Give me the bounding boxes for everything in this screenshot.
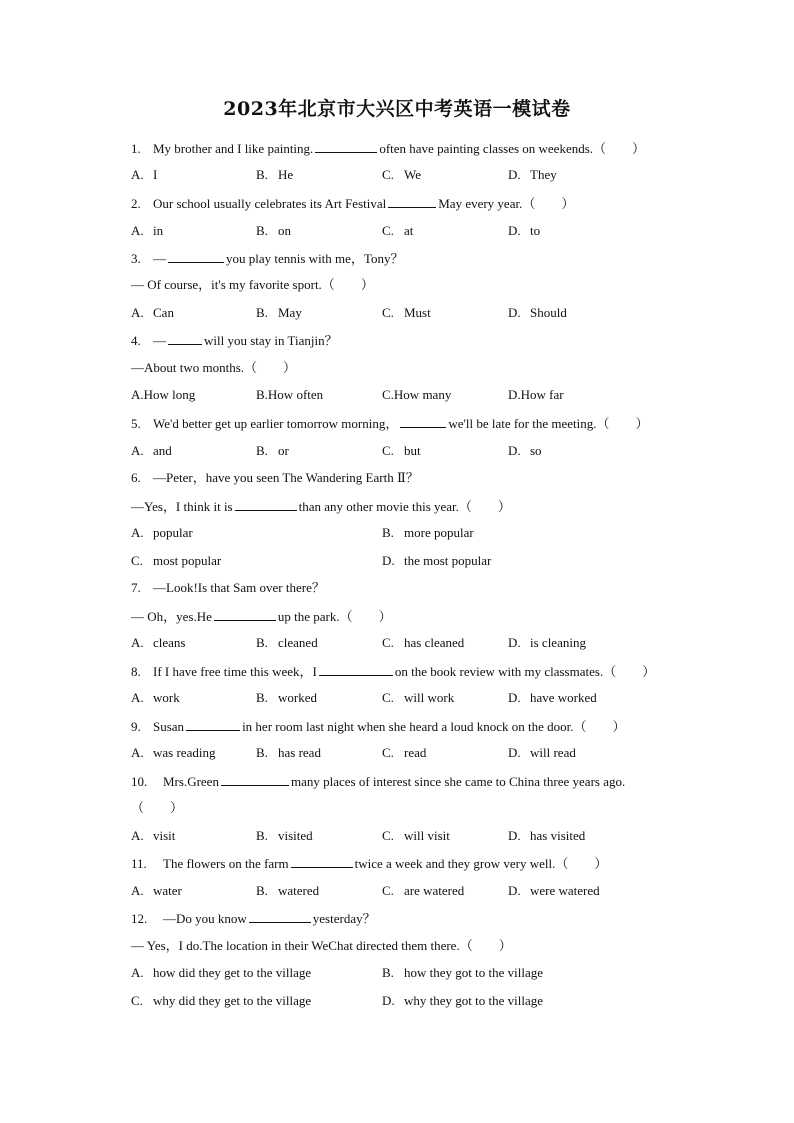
option-11-c: C. are watered bbox=[382, 883, 465, 898]
answer-blank bbox=[186, 718, 240, 731]
question-10-paren: （ ） bbox=[131, 800, 184, 815]
answer-blank bbox=[400, 415, 446, 428]
option-7-b: B. cleaned bbox=[256, 635, 318, 650]
answer-blank bbox=[249, 910, 311, 923]
question-7-response: — Oh，yes.He up the park.（ ） bbox=[131, 609, 392, 624]
option-9-b: B. has read bbox=[256, 745, 321, 760]
option-8-a: A. work bbox=[131, 690, 180, 705]
option-1-a: A. I bbox=[131, 167, 158, 182]
question-4: 4. — will you stay in Tianjin？ bbox=[131, 333, 338, 348]
question-8: 8. If I have free time this week，I on the book review with my classmates.（ ） bbox=[131, 664, 656, 679]
option-2-b: B. on bbox=[256, 223, 291, 238]
answer-blank bbox=[291, 855, 353, 868]
question-11: 11. The flowers on the farm twice a week and they grow very well.（ ） bbox=[131, 856, 608, 871]
option-8-b: B. worked bbox=[256, 690, 317, 705]
option-11-d: D. were watered bbox=[508, 883, 600, 898]
answer-blank bbox=[221, 773, 289, 786]
option-3-b: B. May bbox=[256, 305, 302, 320]
question-1: 1. My brother and I like painting. often have painting classes on weekends.（ ） bbox=[131, 141, 646, 156]
option-4-c: C.How many bbox=[382, 387, 452, 402]
exam-title: 2023年北京市大兴区中考英语一模试卷 bbox=[223, 98, 571, 120]
option-3-d: D. Should bbox=[508, 305, 567, 320]
option-5-b: B. or bbox=[256, 443, 289, 458]
option-4-a: A.How long bbox=[131, 387, 196, 402]
option-1-d: D. They bbox=[508, 167, 557, 182]
answer-blank bbox=[235, 498, 297, 511]
option-7-c: C. has cleaned bbox=[382, 635, 465, 650]
question-6-response: —Yes，I think it is than any other movie this year.（ ） bbox=[131, 499, 511, 514]
question-10: 10. Mrs.Green many places of interest since she came to China three years ago. bbox=[131, 774, 626, 789]
option-7-d: D. is cleaning bbox=[508, 635, 586, 650]
option-10-d: D. has visited bbox=[508, 828, 586, 843]
option-1-b: B. He bbox=[256, 167, 294, 182]
option-10-b: B. visited bbox=[256, 828, 313, 843]
option-10-a: A. visit bbox=[131, 828, 176, 843]
option-6-a: A. popular bbox=[131, 525, 193, 540]
option-2-d: D. to bbox=[508, 223, 541, 238]
option-2-a: A. in bbox=[131, 223, 164, 238]
option-5-a: A. and bbox=[131, 443, 172, 458]
option-2-c: C. at bbox=[382, 223, 414, 238]
answer-blank bbox=[388, 195, 436, 208]
question-3: 3. — you play tennis with me，Tony？ bbox=[131, 251, 404, 266]
option-3-c: C. Must bbox=[382, 305, 431, 320]
option-12-c: C. why did they get to the village bbox=[131, 993, 312, 1008]
option-6-b: B. more popular bbox=[382, 525, 474, 540]
question-2: 2. Our school usually celebrates its Art Festival May every year.（ ） bbox=[131, 196, 575, 211]
option-5-d: D. so bbox=[508, 443, 542, 458]
question-9: 9. Susan in her room last night when she heard a loud knock on the door.（ ） bbox=[131, 719, 626, 734]
option-8-d: D. have worked bbox=[508, 690, 597, 705]
question-7: 7. —Look!Is that Sam over there？ bbox=[131, 580, 325, 595]
option-7-a: A. cleans bbox=[131, 635, 186, 650]
answer-blank bbox=[315, 140, 377, 153]
answer-blank bbox=[214, 608, 276, 621]
option-4-d: D.How far bbox=[508, 387, 564, 402]
option-12-a: A. how did they get to the village bbox=[131, 965, 312, 980]
option-12-b: B. how they got to the village bbox=[382, 965, 544, 980]
question-4-response: —About two months.（ ） bbox=[131, 360, 297, 375]
option-9-c: C. read bbox=[382, 745, 427, 760]
answer-blank bbox=[168, 250, 224, 263]
question-5: 5. We'd better get up earlier tomorrow morning， we'll be late for the meeting.（ ） bbox=[131, 416, 649, 431]
option-11-a: A. water bbox=[131, 883, 182, 898]
option-3-a: A. Can bbox=[131, 305, 174, 320]
option-11-b: B. watered bbox=[256, 883, 320, 898]
question-12-response: — Yes，I do.The location in their WeChat directed them there.（ ） bbox=[131, 938, 512, 953]
question-6: 6. —Peter，have you seen The Wandering Earth Ⅱ？ bbox=[131, 470, 419, 485]
question-3-response: — Of course，it's my favorite sport.（ ） bbox=[131, 277, 374, 292]
answer-blank bbox=[319, 663, 393, 676]
option-6-d: D. the most popular bbox=[382, 553, 492, 568]
answer-blank bbox=[168, 332, 202, 345]
option-1-c: C. We bbox=[382, 167, 421, 182]
option-9-a: A. was reading bbox=[131, 745, 216, 760]
option-6-c: C. most popular bbox=[131, 553, 222, 568]
option-10-c: C. will visit bbox=[382, 828, 450, 843]
option-9-d: D. will read bbox=[508, 745, 576, 760]
question-12: 12. —Do you know yesterday？ bbox=[131, 911, 376, 926]
option-8-c: C. will work bbox=[382, 690, 455, 705]
option-4-b: B.How often bbox=[256, 387, 324, 402]
option-12-d: D. why they got to the village bbox=[382, 993, 544, 1008]
option-5-c: C. but bbox=[382, 443, 421, 458]
